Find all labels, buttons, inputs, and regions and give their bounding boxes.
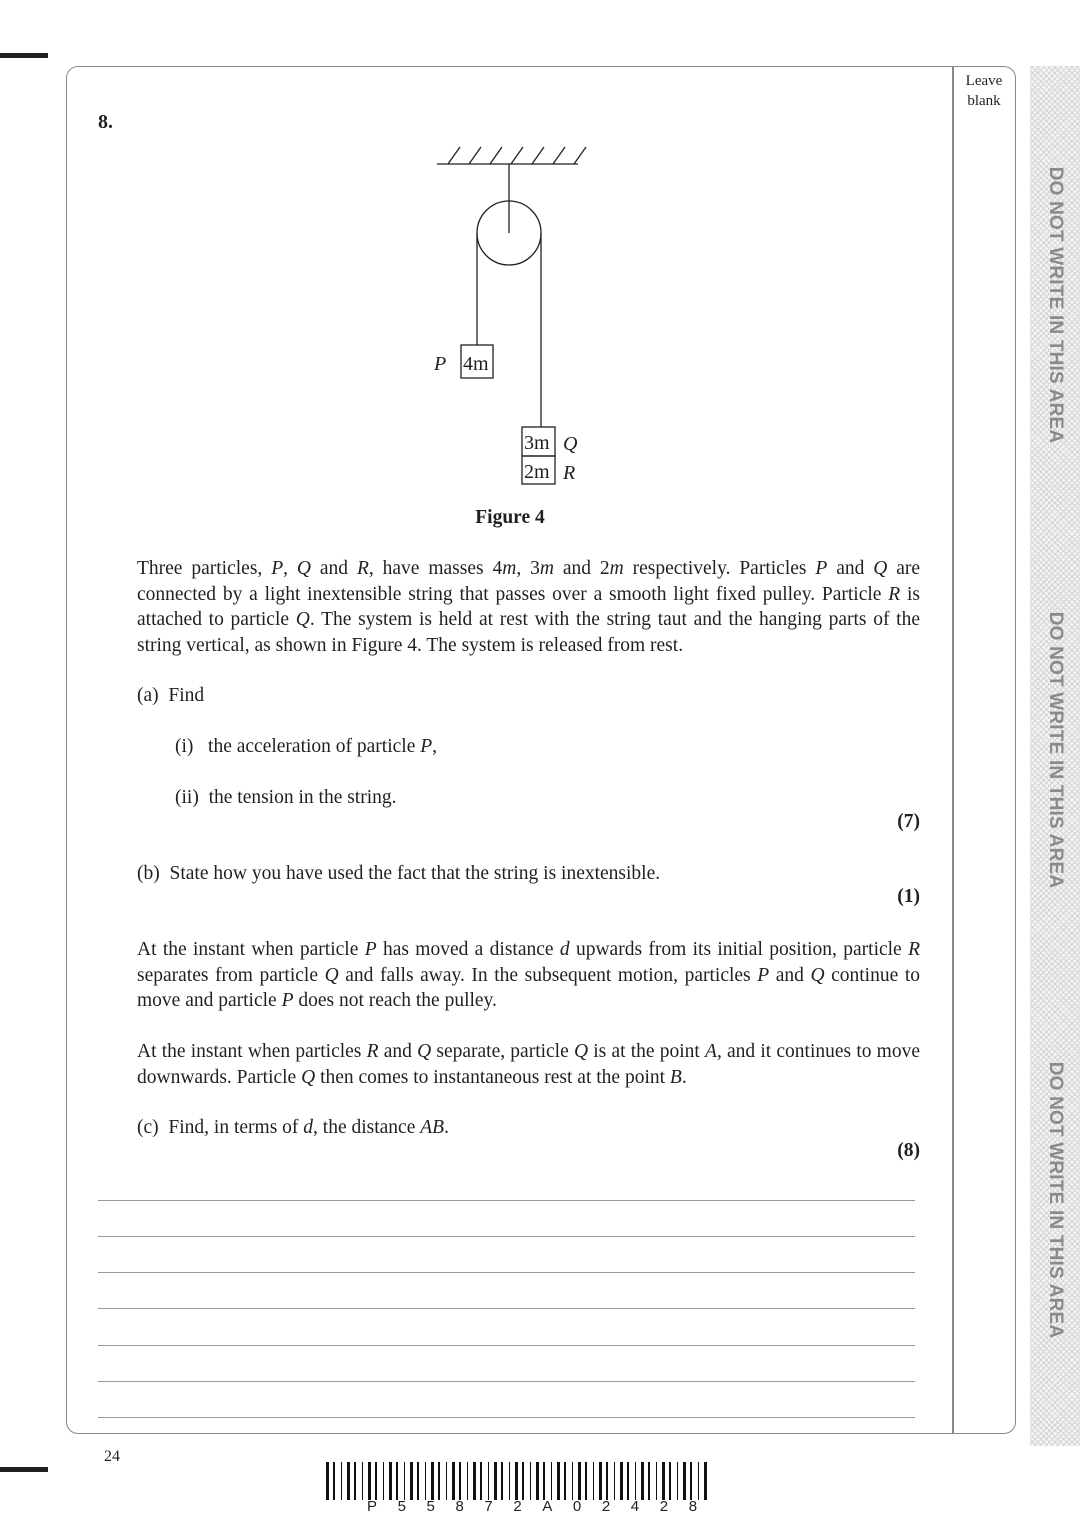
barcode-bar — [530, 1462, 531, 1500]
math-variable: d — [559, 939, 570, 960]
barcode-bar — [406, 1462, 408, 1500]
barcode-bar — [410, 1462, 413, 1500]
registration-mark — [0, 1467, 48, 1472]
text-segment: is attached to particle — [137, 583, 921, 630]
leave-text: Leave — [965, 73, 1003, 89]
math-variable: Q — [810, 964, 825, 986]
barcode-bar — [438, 1462, 440, 1500]
math-variable: m — [502, 558, 517, 579]
answer-line[interactable] — [98, 1308, 915, 1309]
math-variable: d — [303, 1117, 314, 1138]
barcode-bar — [341, 1462, 342, 1500]
barcode-bar — [593, 1462, 594, 1500]
subpart-text: the tension in the string. — [208, 787, 397, 808]
barcode-bar — [504, 1462, 507, 1500]
part-label: (a) — [137, 685, 159, 706]
barcode-bar — [333, 1462, 335, 1500]
part-text: Find — [168, 685, 205, 706]
barcode-bar — [362, 1462, 363, 1500]
barcode-bar — [420, 1462, 423, 1500]
marks-a: (7) — [897, 811, 920, 832]
barcode-bar — [378, 1462, 381, 1500]
barcode-bar — [441, 1462, 444, 1500]
barcode-bar — [483, 1462, 486, 1500]
barcode-bar — [509, 1462, 510, 1500]
text-segment: and — [827, 558, 874, 579]
text-segment: . The system is held at rest with the string taut and the hanging parts of the string vertical, as shown in Figure 4. The system is released from rest. — [137, 609, 920, 656]
text-segment: and — [378, 1041, 418, 1062]
barcode-bar — [582, 1462, 583, 1500]
question-number: 8. — [98, 111, 113, 133]
barcode-bar — [651, 1462, 654, 1500]
barcode-bar — [693, 1462, 696, 1500]
barcode-bar — [543, 1462, 545, 1500]
text-segment: , 3 — [516, 558, 540, 579]
barcode-bar — [599, 1462, 602, 1500]
barcode-bar — [501, 1462, 503, 1500]
barcode-bar — [616, 1462, 618, 1500]
text-segment: , — [432, 736, 438, 757]
barcode-bar — [498, 1462, 499, 1500]
barcode-bar — [336, 1462, 339, 1500]
math-variable: P — [757, 964, 770, 986]
barcode-bar — [564, 1462, 566, 1500]
barcode-bar — [399, 1462, 402, 1500]
math-variable: P — [364, 939, 377, 960]
barcode-bar — [357, 1462, 360, 1500]
marks-c: (8) — [897, 1140, 920, 1161]
barcode-bar — [427, 1462, 429, 1500]
answer-line[interactable] — [98, 1381, 915, 1382]
barcode-bar — [480, 1462, 482, 1500]
math-variable: P — [271, 558, 284, 579]
math-variable: R — [908, 939, 920, 960]
barcode-bar — [343, 1462, 345, 1500]
barcode-bar — [585, 1462, 587, 1500]
barcode-bar — [446, 1462, 447, 1500]
barcode-bar — [435, 1462, 436, 1500]
barcode-bar — [330, 1462, 331, 1500]
paragraph-2 — [137, 937, 920, 1014]
barcode-bar — [698, 1462, 699, 1500]
pulley-figure — [0, 0, 1080, 520]
text-segment: and falls away. In the subsequent motion, particles — [338, 964, 758, 986]
barcode-bar — [588, 1462, 591, 1500]
text-segment: does not reach the pulley. — [293, 990, 497, 1011]
answer-line[interactable] — [98, 1272, 915, 1273]
text-segment: and 2 — [553, 558, 610, 579]
text-segment: Find, in terms of — [168, 1117, 304, 1138]
barcode-bar — [326, 1462, 329, 1500]
barcode-bar — [603, 1462, 604, 1500]
math-variable: Q — [417, 1041, 432, 1062]
text-segment: separate, particle — [431, 1041, 574, 1062]
barcode-bar — [553, 1462, 555, 1500]
barcode-bar — [606, 1462, 608, 1500]
barcode-bar — [368, 1462, 371, 1500]
marks-b: (1) — [897, 886, 920, 907]
math-variable: P — [281, 990, 294, 1011]
barcode-bar — [620, 1462, 623, 1500]
barcode-bar — [561, 1462, 562, 1500]
math-variable: Q — [573, 1041, 589, 1062]
barcode-bar — [522, 1462, 524, 1500]
barcode-bar — [645, 1462, 646, 1500]
math-variable: Q — [296, 558, 311, 579]
barcode-bar — [624, 1462, 625, 1500]
barcode-bar — [704, 1462, 707, 1500]
page-number: 24 — [104, 1448, 120, 1465]
part-b — [137, 861, 920, 887]
barcode-bar — [708, 1462, 709, 1500]
barcode-bar — [595, 1462, 597, 1500]
mass-p: 4m — [463, 353, 489, 375]
barcode-bar — [557, 1462, 560, 1500]
answer-line[interactable] — [98, 1345, 915, 1346]
barcode-bar — [532, 1462, 534, 1500]
barcode-bar — [414, 1462, 415, 1500]
barcode-bar — [490, 1462, 492, 1500]
margin-warning: DO NOT WRITE IN THIS AREA — [1045, 1061, 1066, 1339]
barcode-bar — [669, 1462, 671, 1500]
math-variable: m — [539, 558, 554, 579]
math-variable: B — [669, 1066, 682, 1088]
text-segment: has moved a distance — [376, 939, 560, 960]
barcode — [326, 1462, 750, 1500]
text-segment: is at the point — [588, 1041, 706, 1062]
barcode-bar — [519, 1462, 520, 1500]
text-segment: At the instant when particles — [137, 1041, 367, 1062]
math-variable: R — [888, 583, 901, 605]
barcode-bar — [389, 1462, 392, 1500]
barcode-bar — [372, 1462, 373, 1500]
barcode-bar — [456, 1462, 457, 1500]
margin-warning: DO NOT WRITE IN THIS AREA — [1045, 611, 1066, 889]
barcode-bar — [375, 1462, 377, 1500]
answer-line[interactable] — [98, 1236, 915, 1237]
barcode-bar — [690, 1462, 692, 1500]
answer-line[interactable] — [98, 1417, 915, 1418]
part-c — [137, 1115, 920, 1141]
barcode-bar — [551, 1462, 552, 1500]
barcode-bar — [635, 1462, 636, 1500]
barcode-text: P55872A02428 — [367, 1498, 718, 1515]
text-segment: and — [769, 964, 811, 986]
label-q: Q — [563, 433, 578, 455]
math-variable: Q — [295, 609, 310, 630]
barcode-bar — [515, 1462, 518, 1500]
barcode-bar — [677, 1462, 678, 1500]
text-segment: are connected by a light inextensible string that passes over a smooth light fixed pulley. Particle — [137, 558, 921, 605]
math-variable: Q — [873, 558, 888, 579]
barcode-bar — [572, 1462, 573, 1500]
barcode-bar — [417, 1462, 419, 1500]
barcode-bar — [666, 1462, 667, 1500]
intro-paragraph — [137, 556, 920, 658]
mass-r: 2m — [524, 461, 550, 483]
part-text — [168, 1117, 449, 1138]
barcode-bar — [578, 1462, 581, 1500]
barcode-bar — [672, 1462, 675, 1500]
barcode-bar — [425, 1462, 426, 1500]
barcode-bar — [679, 1462, 681, 1500]
part-a — [137, 683, 920, 709]
barcode-bar — [467, 1462, 468, 1500]
part-a-ii — [175, 785, 875, 811]
text-segment: . — [681, 1066, 687, 1088]
barcode-bar — [627, 1462, 629, 1500]
text-segment: then comes to instantaneous rest at the point — [315, 1066, 670, 1088]
text-segment: and — [310, 558, 357, 579]
math-variable: AB — [420, 1117, 445, 1138]
barcode-bar — [630, 1462, 633, 1500]
barcode-bar — [488, 1462, 489, 1500]
barcode-bar — [494, 1462, 497, 1500]
ceiling-hatching — [448, 147, 586, 164]
barcode-bar — [536, 1462, 539, 1500]
paragraph-3 — [137, 1039, 920, 1090]
subpart-text — [208, 736, 437, 757]
barcode-bar — [687, 1462, 688, 1500]
barcode-bar — [637, 1462, 639, 1500]
barcode-bar — [347, 1462, 350, 1500]
part-a-i — [175, 734, 875, 760]
barcode-bar — [383, 1462, 384, 1500]
barcode-bar — [609, 1462, 612, 1500]
part-label: (c) — [137, 1117, 159, 1138]
margin-warning: DO NOT WRITE IN THIS AREA — [1045, 166, 1066, 444]
math-variable: P — [815, 558, 828, 579]
mass-q: 3m — [524, 432, 550, 454]
barcode-bar — [567, 1462, 570, 1500]
text-segment: , and it continues to move downwards. Particle — [137, 1041, 921, 1088]
barcode-bar — [354, 1462, 356, 1500]
barcode-bar — [546, 1462, 549, 1500]
text-segment: separates from particle — [137, 964, 325, 986]
barcode-bar — [658, 1462, 660, 1500]
text-segment: Three particles, — [137, 558, 272, 579]
barcode-bar — [473, 1462, 476, 1500]
label-r: R — [563, 462, 576, 484]
math-variable: R — [366, 1041, 379, 1062]
blank-text: blank — [967, 93, 1001, 109]
barcode-bar — [614, 1462, 615, 1500]
text-segment: the acceleration of particle — [208, 736, 421, 757]
barcode-bar — [385, 1462, 387, 1500]
subpart-label: (ii) — [175, 787, 199, 808]
text-segment: . — [444, 1117, 449, 1138]
math-variable: R — [356, 558, 369, 579]
barcode-bar — [683, 1462, 686, 1500]
barcode-bar — [469, 1462, 471, 1500]
barcode-bar — [448, 1462, 450, 1500]
barcode-bar — [462, 1462, 465, 1500]
barcode-bar — [393, 1462, 394, 1500]
text-segment: upwards from its initial position, particle — [569, 939, 909, 960]
barcode-bar — [459, 1462, 461, 1500]
barcode-bar — [662, 1462, 665, 1500]
math-variable: A — [705, 1041, 717, 1062]
barcode-bar — [641, 1462, 644, 1500]
barcode-bar — [452, 1462, 455, 1500]
text-segment: respectively. Particles — [623, 558, 816, 579]
math-variable: Q — [301, 1066, 316, 1088]
subpart-label: (i) — [175, 736, 194, 757]
barcode-bar — [656, 1462, 657, 1500]
figure-caption: Figure 4 — [475, 507, 545, 528]
text-segment: , the distance — [313, 1117, 421, 1138]
barcode-bar — [364, 1462, 366, 1500]
part-text: State how you have used the fact that the string is inextensible. — [169, 863, 661, 884]
math-variable: Q — [324, 964, 339, 986]
barcode-bar — [540, 1462, 541, 1500]
barcode-bar — [396, 1462, 398, 1500]
answer-line[interactable] — [98, 1200, 915, 1201]
text-segment: , — [283, 558, 297, 579]
text-segment: At the instant when particle — [137, 939, 365, 960]
barcode-bar — [431, 1462, 434, 1500]
barcode-bar — [700, 1462, 702, 1500]
math-variable: P — [420, 736, 433, 757]
barcode-bar — [404, 1462, 405, 1500]
text-segment: continue to move and particle — [137, 964, 920, 1011]
part-label: (b) — [137, 863, 160, 884]
barcode-bar — [477, 1462, 478, 1500]
barcode-bar — [351, 1462, 352, 1500]
text-segment: , have masses 4 — [368, 558, 503, 579]
label-p: P — [434, 353, 447, 375]
barcode-bar — [525, 1462, 528, 1500]
barcode-bar — [648, 1462, 650, 1500]
barcode-bar — [511, 1462, 513, 1500]
barcode-bar — [574, 1462, 576, 1500]
math-variable: m — [609, 558, 624, 579]
